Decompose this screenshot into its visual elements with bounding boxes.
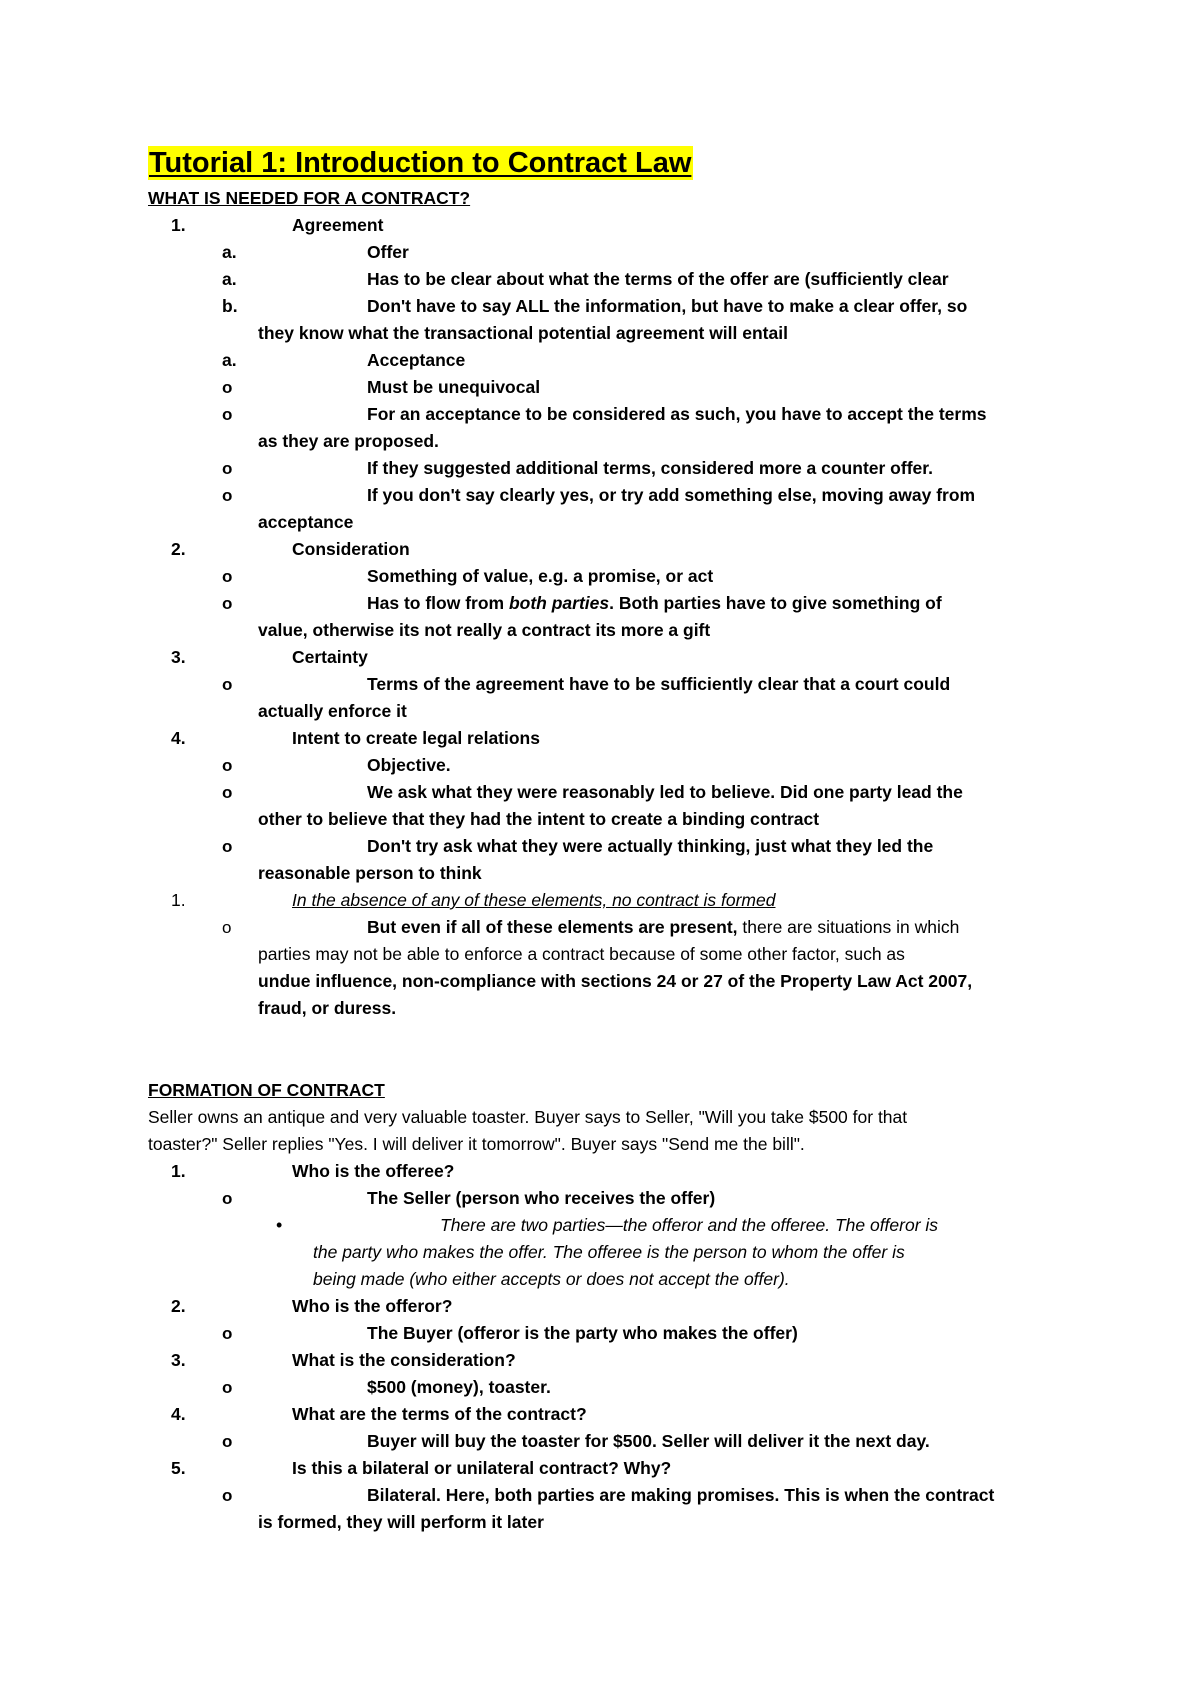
list-item-continuation (0, 1266, 1200, 1293)
answer-text: The Buyer (offeror is the party who makes the offer) (367, 1323, 798, 1343)
list-number: 1. (171, 215, 186, 235)
list-item-text: Certainty (292, 647, 368, 667)
circle-bullet-icon: o (222, 1378, 233, 1397)
answer-text: Buyer will buy the toaster for $500. Seller will deliver it the next day. (367, 1431, 930, 1451)
list-item (0, 1320, 1200, 1347)
circle-bullet-icon: o (222, 567, 233, 586)
list-item-continuation (0, 1509, 1200, 1536)
text-run: . Both parties have to give something of (609, 593, 942, 613)
list-item-text: Has to be clear about what the terms of the offer are (sufficiently clear (367, 269, 949, 289)
list-item-continuation (0, 428, 1200, 455)
scenario-line: toaster?" Seller replies "Yes. I will deliver it tomorrow". Buyer says "Send me the bill". (148, 1134, 805, 1154)
list-item-continuation (0, 320, 1200, 347)
list-item (0, 293, 1200, 320)
circle-bullet-icon: o (222, 459, 233, 478)
scenario-line: Seller owns an antique and very valuable toaster. Buyer says to Seller, "Will you take $500 for that (148, 1107, 908, 1127)
question-text: What is the consideration? (292, 1350, 516, 1370)
question-text: Who is the offeree? (292, 1161, 455, 1181)
list-item-text: other to believe that they had the intent to create a binding contract (258, 809, 820, 829)
answer-text: The Seller (person who receives the offer) (367, 1188, 716, 1208)
circle-bullet-icon: o (222, 837, 233, 856)
list-item-text: If they suggested additional terms, considered more a counter offer. (367, 458, 933, 478)
list-item-text: For an acceptance to be considered as such, you have to accept the terms (367, 404, 987, 424)
emphasis-text: both parties (508, 593, 610, 613)
list-item-text: Terms of the agreement have to be sufficiently clear that a court could (367, 674, 951, 694)
list-item (0, 1185, 1200, 1212)
section-heading-requirements: WHAT IS NEEDED FOR A CONTRACT? (148, 188, 471, 208)
list-item (0, 239, 1200, 266)
list-item (0, 1347, 1200, 1374)
list-item-text: Acceptance (367, 350, 466, 370)
list-number: 2. (171, 1296, 186, 1316)
list-item-text: fraud, or duress. (258, 998, 397, 1018)
list-item (0, 563, 1200, 590)
list-item-continuation (0, 698, 1200, 725)
list-item (0, 725, 1200, 752)
list-item (0, 536, 1200, 563)
list-item-text: parties may not be able to enforce a contract because of some other factor, such as (258, 944, 905, 964)
document-title: Tutorial 1: Introduction to Contract Law (149, 147, 692, 179)
list-item (0, 347, 1200, 374)
list-item-text: Don't try ask what they were actually thinking, just what they led the (367, 836, 934, 856)
list-item (0, 1293, 1200, 1320)
list-item (0, 1401, 1200, 1428)
list-number: 3. (171, 647, 186, 667)
list-item (0, 374, 1200, 401)
list-item-text: Agreement (292, 215, 384, 235)
list-item-text: as they are proposed. (258, 431, 439, 451)
question-text: What are the terms of the contract? (292, 1404, 587, 1424)
list-number: 2. (171, 539, 186, 559)
list-item (0, 671, 1200, 698)
list-number: 4. (171, 728, 186, 748)
list-item-continuation (0, 509, 1200, 536)
answer-text: $500 (money), toaster. (367, 1377, 551, 1397)
list-item-text: they know what the transactional potential agreement will entail (258, 323, 788, 343)
list-number: 1. (171, 890, 186, 910)
note-text: There are two parties—the offeror and the offeree. The offeror is (440, 1215, 939, 1235)
section-heading-formation: FORMATION OF CONTRACT (148, 1080, 385, 1100)
list-item-text: Offer (367, 242, 409, 262)
list-number: 3. (171, 1350, 186, 1370)
answer-text: is formed, they will perform it later (258, 1512, 544, 1532)
note-text: the party who makes the offer. The offeree is the person to whom the offer is (313, 1242, 905, 1262)
circle-bullet-icon: o (222, 594, 233, 613)
answer-text: Bilateral. Here, both parties are making promises. This is when the contract (367, 1485, 995, 1505)
list-item-text: Must be unequivocal (367, 377, 541, 397)
list-item-continuation (0, 1239, 1200, 1266)
circle-bullet-icon: o (222, 1324, 233, 1343)
list-number: 1. (171, 1161, 186, 1181)
circle-bullet-icon: o (222, 918, 232, 937)
list-item (0, 482, 1200, 509)
list-item-text: Something of value, e.g. a promise, or act (367, 566, 714, 586)
list-item (0, 212, 1200, 239)
text-run: there are situations in which (737, 917, 960, 937)
list-item (0, 401, 1200, 428)
list-item (0, 887, 1200, 914)
list-number: 4. (171, 1404, 186, 1424)
question-text: Is this a bilateral or unilateral contract? Why? (292, 1458, 672, 1478)
circle-bullet-icon: o (222, 783, 233, 802)
list-item-text: acceptance (258, 512, 354, 532)
list-item-text: Don't have to say ALL the information, but have to make a clear offer, so (367, 296, 968, 316)
list-item-text: Consideration (292, 539, 410, 559)
list-item-text: actually enforce it (258, 701, 407, 721)
circle-bullet-icon: o (222, 675, 233, 694)
list-item-continuation (0, 941, 1200, 968)
list-item-continuation (0, 995, 1200, 1022)
list-item-text: We ask what they were reasonably led to believe. Did one party lead the (367, 782, 963, 802)
list-item (0, 1428, 1200, 1455)
list-letter: a. (222, 350, 237, 370)
list-number: 5. (171, 1458, 186, 1478)
list-item-text: In the absence of any of these elements, no contract is formed (292, 890, 776, 910)
list-item-continuation (0, 968, 1200, 995)
list-item (0, 455, 1200, 482)
list-letter: b. (222, 296, 238, 316)
list-item (0, 590, 1200, 617)
list-item (0, 1374, 1200, 1401)
list-item (0, 914, 1200, 941)
list-letter: a. (222, 242, 237, 262)
list-item-continuation (0, 806, 1200, 833)
bold-text: But even if all of these elements are present, (367, 917, 738, 937)
list-item (0, 644, 1200, 671)
list-item-text: Intent to create legal relations (292, 728, 540, 748)
list-item (0, 1482, 1200, 1509)
list-item-text (367, 914, 1140, 941)
list-item (0, 1212, 1200, 1239)
circle-bullet-icon: o (222, 756, 233, 775)
list-letter: a. (222, 269, 237, 289)
list-item (0, 266, 1200, 293)
circle-bullet-icon: o (222, 486, 233, 505)
bullet-icon: • (276, 1215, 283, 1235)
list-item-text: undue influence, non-compliance with sections 24 or 27 of the Property Law Act 2007, (258, 971, 973, 991)
circle-bullet-icon: o (222, 378, 233, 397)
list-item (0, 833, 1200, 860)
circle-bullet-icon: o (222, 405, 233, 424)
list-item-continuation (0, 860, 1200, 887)
circle-bullet-icon: o (222, 1432, 233, 1451)
note-text: being made (who either accepts or does not accept the offer). (313, 1269, 790, 1289)
list-item (0, 779, 1200, 806)
list-item (0, 1158, 1200, 1185)
list-item-text: value, otherwise its not really a contract its more a gift (258, 620, 711, 640)
list-item-text (367, 590, 1140, 617)
circle-bullet-icon: o (222, 1189, 233, 1208)
list-item-text: If you don't say clearly yes, or try add something else, moving away from (367, 485, 976, 505)
list-item-text: Objective. (367, 755, 451, 775)
text-run: Has to flow from (367, 593, 509, 613)
list-item (0, 1455, 1200, 1482)
circle-bullet-icon: o (222, 1486, 233, 1505)
question-text: Who is the offeror? (292, 1296, 453, 1316)
list-item-text: reasonable person to think (258, 863, 482, 883)
list-item (0, 752, 1200, 779)
list-item-continuation (0, 617, 1200, 644)
